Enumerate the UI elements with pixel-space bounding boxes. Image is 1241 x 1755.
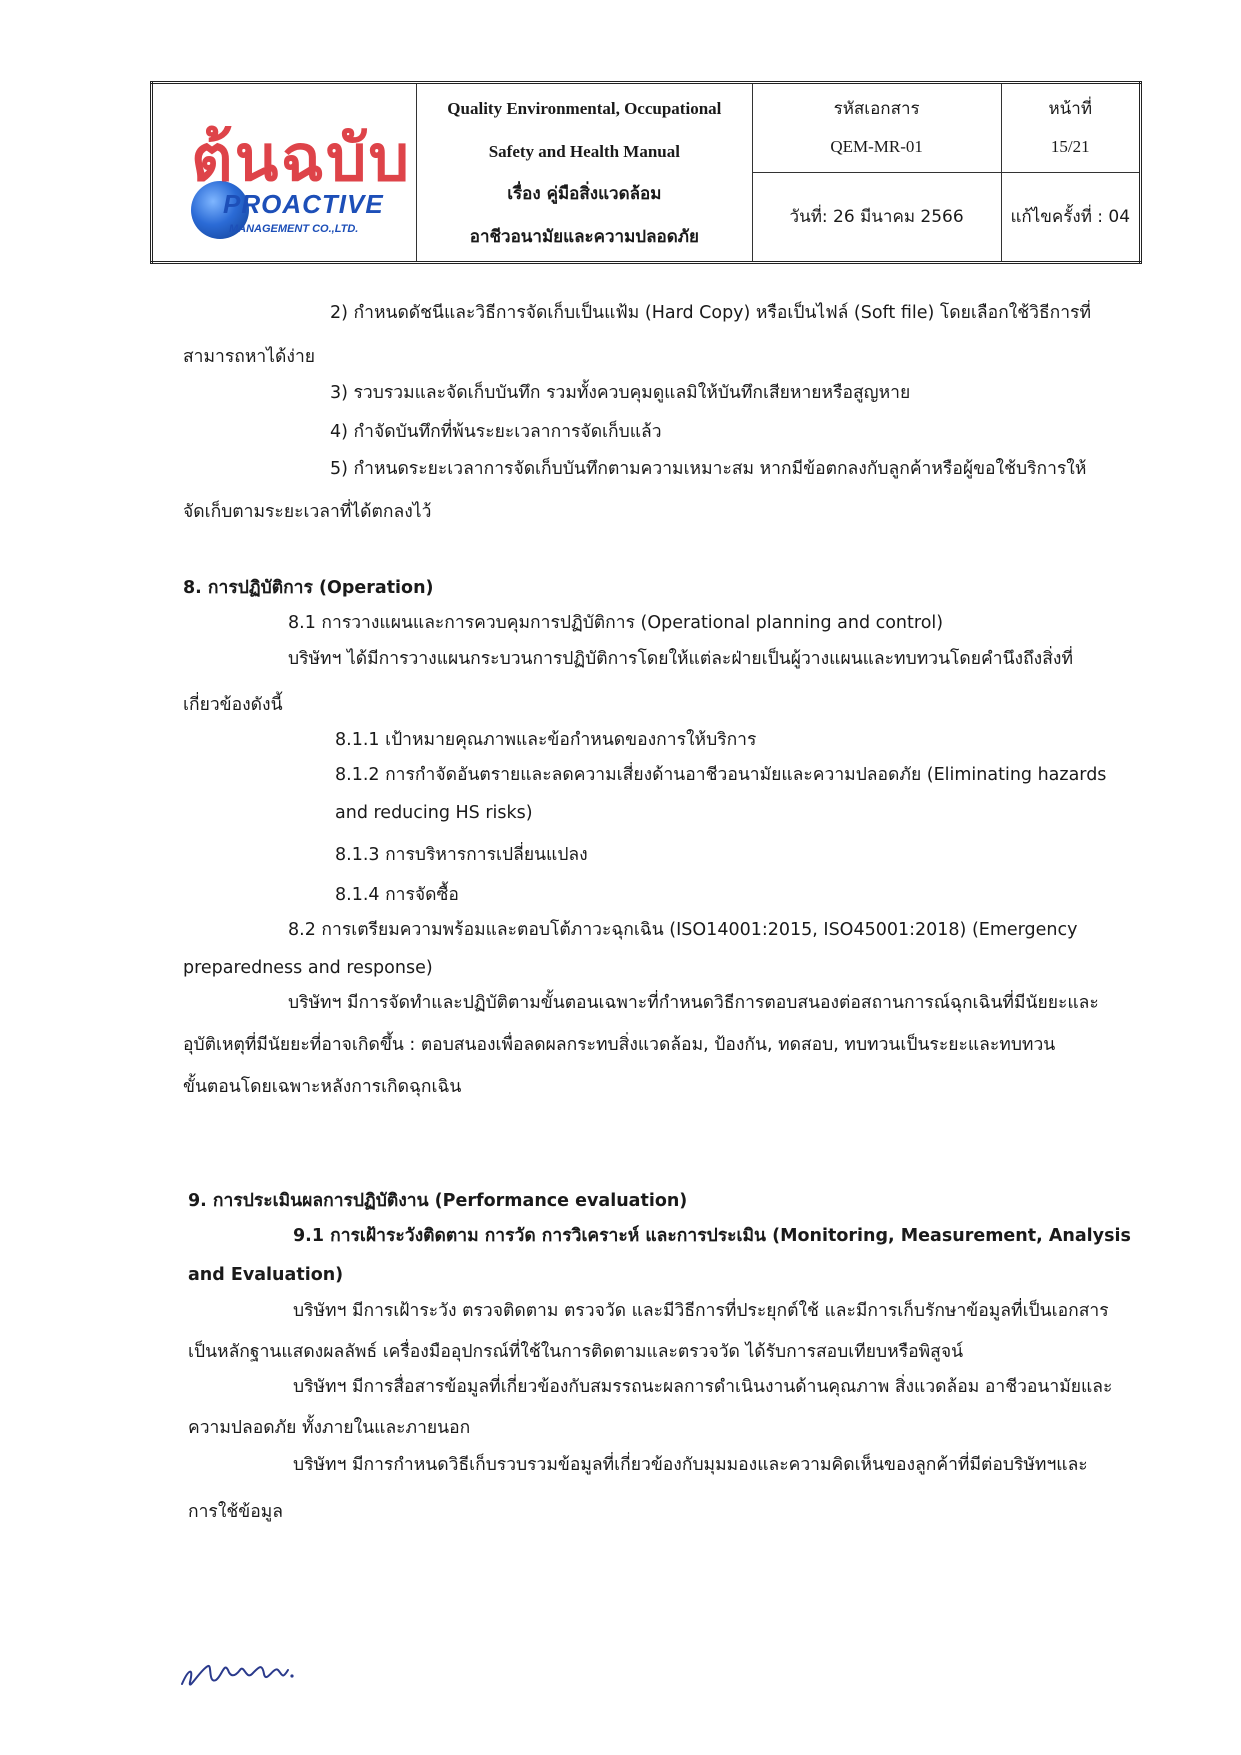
section-8-heading: 8. การปฏิบัติการ (Operation) [183,578,434,598]
section-9-heading: 9. การประเมินผลการปฏิบัติงาน (Performance evaluation) [188,1191,688,1211]
company-logo [153,85,416,260]
title-th-line-1: เรื่อง คู่มือสิ่งแวดล้อม [507,183,662,204]
manual-title-cell [417,83,753,263]
section-9-paragraph-2-line-1: บริษัทฯ มีการสื่อสารข้อมูลที่เกี่ยวข้องกับสมรรถนะผลการดำเนินงานด้านคุณภาพ สิ่งแวดล้อม อาชีวอนามัยและ [293,1377,1113,1397]
item-2-line-2: สามารถหาได้ง่าย [183,347,316,367]
section-9-paragraph-3-line-2: การใช้ข้อมูล [188,1502,283,1522]
logo-cell [152,83,417,263]
section-8-1-heading: 8.1 การวางแผนและการควบคุมการปฏิบัติการ (Operational planning and control) [288,613,944,633]
item-4: 4) กำจัดบันทึกที่พ้นระยะเวลาการจัดเก็บแล้ว [330,422,662,442]
page-number: 15/21 [1050,137,1090,156]
section-8-2-heading-line-2: preparedness and response) [183,958,433,978]
item-3: 3) รวบรวมและจัดเก็บบันทึก รวมทั้งควบคุมดูแลมิให้บันทึกเสียหายหรือสูญหาย [330,383,911,403]
section-8-1-2-line-2: and reducing HS risks) [335,803,533,823]
section-8-2-paragraph-line-3: ขั้นตอนโดยเฉพาะหลังการเกิดฉุกเฉิน [183,1077,462,1097]
section-9-paragraph-1-line-1: บริษัทฯ มีการเฝ้าระวัง ตรวจติดตาม ตรวจวัด และมีวิธีการที่ประยุกต์ใช้ และมีการเก็บรักษาข้อมูลที่เป็นเอกสาร [293,1301,1109,1321]
page-label: หน้าที่ [1048,99,1093,119]
section-9-paragraph-3-line-1: บริษัทฯ มีการกำหนดวิธีเก็บรวบรวมข้อมูลที่เกี่ยวข้องกับมุมมองและความคิดเห็นของลูกค้าที่มีต่อบริษัทฯและ [293,1455,1088,1475]
section-8-2-paragraph-line-2: อุบัติเหตุที่มีนัยยะที่อาจเกิดขึ้น : ตอบสนองเพื่อลดผลกระทบสิ่งแวดล้อม, ป้องกัน, ทดสอบ, ทบทวนเป็นระยะและทบทวน [183,1035,1056,1055]
title-th-line-2: อาชีวอนามัยและความปลอดภัย [469,226,699,247]
item-5-line-1: 5) กำหนดระยะเวลาการจัดเก็บบันทึกตามความเหมาะสม หากมีข้อตกลงกับลูกค้าหรือผู้ขอใช้บริการให้ [330,459,1087,479]
section-8-1-paragraph-line-1: บริษัทฯ ได้มีการวางแผนกระบวนการปฏิบัติการโดยให้แต่ละฝ่ายเป็นผู้วางแผนและทบทวนโดยคำนึงถึงสิ่งที่ [288,649,1073,669]
document-header-table [150,81,1142,264]
title-en-line-2: Safety and Health Manual [488,141,680,161]
item-2-line-1: 2) กำหนดดัชนีและวิธีการจัดเก็บเป็นแฟ้ม (Hard Copy) หรือเป็นไฟล์ (Soft file) โดยเลือกใช้วิธีการที่ [330,303,1091,323]
title-en-line-1: Quality Environmental, Occupational [447,98,722,118]
section-8-1-paragraph-line-2: เกี่ยวข้องดังนี้ [183,695,283,715]
logo-name: PROACTIVE [223,189,384,219]
logo-subtitle: MANAGEMENT CO.,LTD. [229,223,359,235]
page-cell [1001,83,1140,173]
section-9-1-heading-line-1: 9.1 การเฝ้าระวังติดตาม การวัด การวิเคราะห์ และการประเมิน (Monitoring, Measurement, Analysis [293,1226,1131,1246]
section-8-2-paragraph-line-1: บริษัทฯ มีการจัดทำและปฏิบัติตามขั้นตอนเฉพาะที่กำหนดวิธีการตอบสนองต่อสถานการณ์ฉุกเฉินที่มีนัยยะและ [288,993,1099,1013]
date-cell [752,173,1001,263]
revision-number: แก้ไขครั้งที่ : 04 [1010,207,1131,227]
doc-code: QEM-MR-01 [830,137,923,156]
section-8-1-1: 8.1.1 เป้าหมายคุณภาพและข้อกำหนดของการให้บริการ [335,730,757,750]
section-8-1-3: 8.1.3 การบริหารการเปลี่ยนแปลง [335,845,588,865]
section-8-2-heading-line-1: 8.2 การเตรียมความพร้อมและตอบโต้ภาวะฉุกเฉิน (ISO14001:2015, ISO45001:2018) (Emergency [288,920,1078,940]
doc-code-cell [752,83,1001,173]
section-9-paragraph-2-line-2: ความปลอดภัย ทั้งภายในและภายนอก [188,1418,471,1438]
section-8-1-4: 8.1.4 การจัดซื้อ [335,885,459,905]
original-stamp: ต้นฉบับ [191,122,412,196]
item-5-line-2: จัดเก็บตามระยะเวลาที่ได้ตกลงไว้ [183,502,432,522]
signature [178,1640,298,1700]
doc-date: วันที่: 26 มีนาคม 2566 [789,207,964,227]
doc-code-label: รหัสเอกสาร [833,99,920,119]
section-9-paragraph-1-line-2: เป็นหลักฐานแสดงผลลัพธ์ เครื่องมืออุปกรณ์ที่ใช้ในการติดตามและตรวจวัด ได้รับการสอบเทียบหรือพิสูจน์ [188,1342,964,1362]
section-8-1-2-line-1: 8.1.2 การกำจัดอันตรายและลดความเสี่ยงด้านอาชีวอนามัยและความปลอดภัย (Eliminating hazards [335,765,1107,785]
revision-cell [1001,173,1140,263]
section-9-1-heading-line-2: and Evaluation) [188,1265,344,1285]
